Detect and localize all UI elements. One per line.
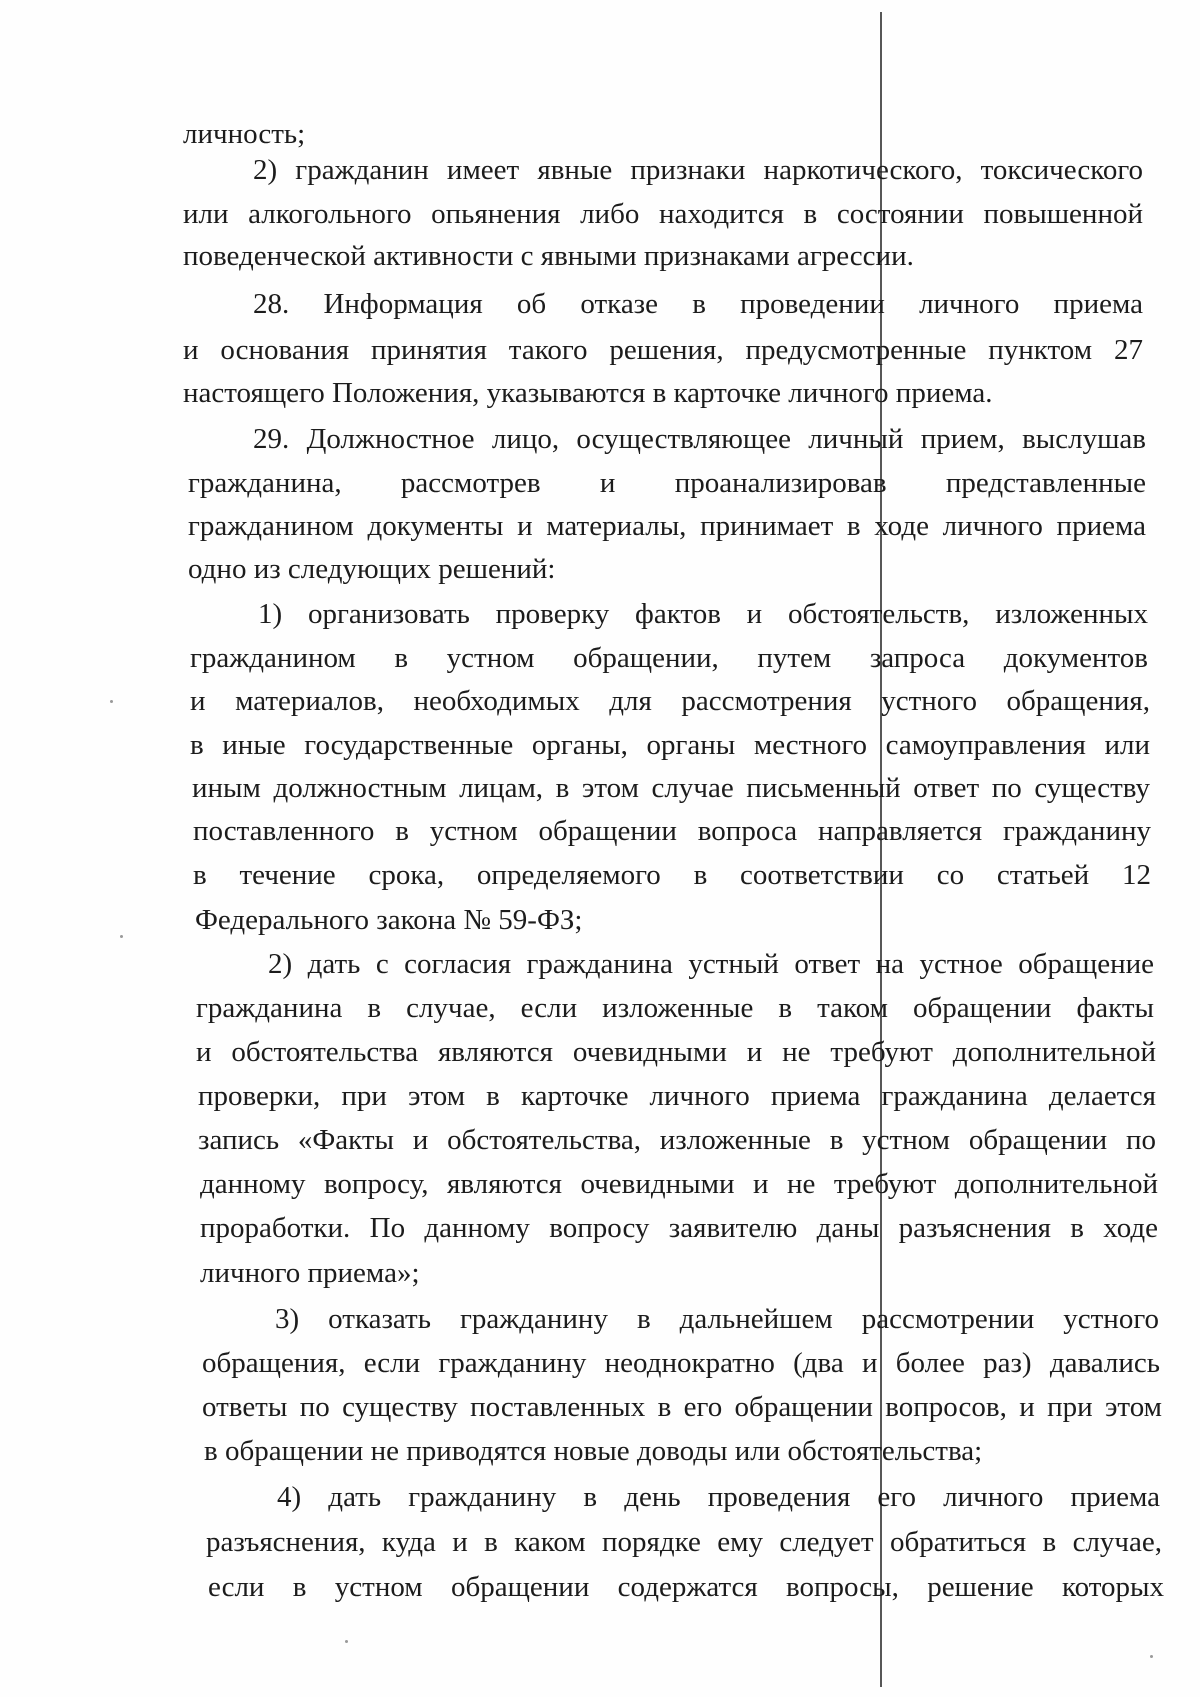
text-line: гражданина, рассмотрев и проанализировав представленные	[188, 467, 1146, 499]
text-line: личного приема»;	[200, 1257, 420, 1289]
text-line: и материалов, необходимых для рассмотрения устного обращения,	[190, 685, 1150, 717]
scan-speck	[1150, 1655, 1153, 1658]
text-line: 28. Информация об отказе в проведении личного приема	[253, 288, 1143, 320]
text-line: в обращении не приводятся новые доводы или обстоятельства;	[204, 1435, 983, 1467]
scan-speck	[345, 1640, 348, 1643]
text-line: запись «Факты и обстоятельства, изложенные в устном обращении по	[198, 1124, 1156, 1156]
text-line: личность;	[183, 118, 306, 150]
text-line: данному вопросу, являются очевидными и не требуют дополнительной	[200, 1168, 1158, 1200]
text-line: и основания принятия такого решения, предусмотренные пунктом 27	[183, 334, 1143, 366]
text-line: обращения, если гражданину неоднократно (два и более раз) давались	[202, 1347, 1160, 1379]
text-line: разъяснения, куда и в каком порядке ему следует обратиться в случае,	[206, 1526, 1162, 1558]
text-line: одно из следующих решений:	[188, 553, 556, 585]
scan-speck	[120, 935, 123, 938]
text-line: если в устном обращении содержатся вопросы, решение которых	[208, 1571, 1164, 1603]
text-line: или алкогольного опьянения либо находится в состоянии повышенной	[183, 198, 1143, 230]
text-line: гражданином в устном обращении, путем запроса документов	[190, 642, 1148, 674]
text-line: и обстоятельства являются очевидными и не требуют дополнительной	[196, 1036, 1156, 1068]
text-line: в течение срока, определяемого в соответствии со статьей 12	[193, 859, 1151, 891]
text-line: поведенческой активности с явными признаками агрессии.	[183, 240, 914, 272]
text-line: гражданина в случае, если изложенные в таком обращении факты	[196, 992, 1154, 1024]
text-line: 2) дать с согласия гражданина устный ответ на устное обращение	[268, 948, 1154, 980]
text-line: Федерального закона № 59-ФЗ;	[195, 904, 583, 936]
scan-speck	[110, 700, 113, 703]
text-line: 29. Должностное лицо, осуществляющее личный прием, выслушав	[253, 423, 1146, 455]
text-line: 4) дать гражданину в день проведения его личного приема	[277, 1481, 1160, 1513]
text-line: гражданином документы и материалы, принимает в ходе личного приема	[188, 510, 1146, 542]
text-line: в иные государственные органы, органы местного самоуправления или	[190, 729, 1150, 761]
text-line: 2) гражданин имеет явные признаки наркотического, токсического	[253, 154, 1143, 186]
text-line: иным должностным лицам, в этом случае письменный ответ по существу	[192, 772, 1150, 804]
text-line: настоящего Положения, указываются в карточке личного приема.	[183, 377, 993, 409]
text-line: проработки. По данному вопросу заявителю даны разъяснения в ходе	[200, 1212, 1158, 1244]
text-line: ответы по существу поставленных в его обращении вопросов, и при этом	[202, 1391, 1162, 1423]
text-line: проверки, при этом в карточке личного приема гражданина делается	[198, 1080, 1156, 1112]
text-line: 3) отказать гражданину в дальнейшем рассмотрении устного	[275, 1303, 1159, 1335]
text-line: поставленного в устном обращении вопроса направляется гражданину	[193, 815, 1151, 847]
text-line: 1) организовать проверку фактов и обстоятельств, изложенных	[258, 598, 1148, 630]
